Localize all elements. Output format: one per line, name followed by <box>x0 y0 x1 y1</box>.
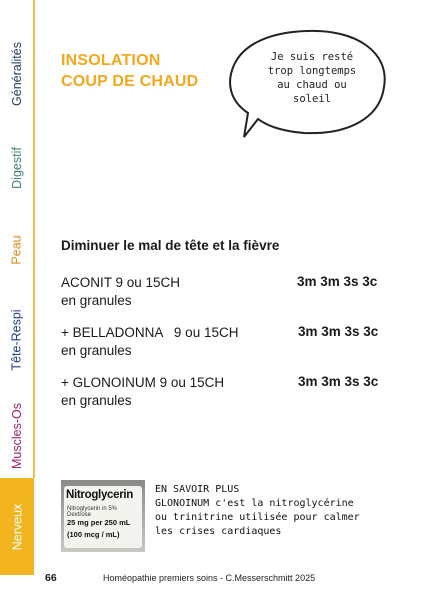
product-dose: (100 mcg / mL) <box>67 530 120 539</box>
tab-label: Nerveux <box>10 503 25 550</box>
info-line: ou trinitrine utilisée pour calmer <box>155 512 360 523</box>
sidebar-divider <box>33 0 35 478</box>
tab-generalites[interactable] <box>0 18 34 130</box>
tab-label: Muscles-Os <box>10 402 25 469</box>
product-subtext: Nitroglycerin in 5% Dextrose <box>67 506 118 518</box>
title-line-1: INSOLATION <box>61 52 161 69</box>
remedy-name: ACONIT 9 ou 15CH <box>61 275 181 290</box>
tab-tete-respi[interactable] <box>0 300 34 380</box>
bubble-line: au chaud ou <box>277 79 347 91</box>
section-subtitle: Diminuer le mal de tête et la fièvre <box>61 238 280 253</box>
bubble-line: trop longtemps <box>267 65 357 77</box>
remedy-form: en granules <box>61 393 132 408</box>
tab-label: Peau <box>9 235 24 265</box>
bubble-line: soleil <box>293 93 331 105</box>
nitroglycerin-photo <box>61 480 145 552</box>
remedy-dose: 3m 3m 3s 3c <box>298 374 379 389</box>
info-box <box>155 483 360 539</box>
info-line: GLONOINUM c'est la nitroglycérine <box>155 498 354 509</box>
remedy-dose: 3m 3m 3s 3c <box>298 324 379 339</box>
product-name: Nitroglycerin <box>66 489 134 501</box>
tab-label: Digestif <box>10 146 24 189</box>
remedy-item <box>61 324 238 360</box>
product-concentration: 25 mg per 250 mL <box>67 518 131 527</box>
speech-bubble-text <box>250 50 374 106</box>
bubble-line: Je suis resté <box>270 51 354 63</box>
page-title <box>61 50 198 92</box>
tab-muscles-os[interactable] <box>0 393 34 478</box>
section-sidebar <box>0 0 34 575</box>
product-label <box>64 486 142 548</box>
info-line: les crises cardiaques <box>155 526 282 537</box>
info-heading: EN SAVOIR PLUS <box>155 484 240 495</box>
remedy-form: en granules <box>61 293 132 308</box>
remedy-dose: 3m 3m 3s 3c <box>297 274 378 289</box>
tab-label: Généralités <box>10 42 24 106</box>
remedy-form: en granules <box>61 343 132 358</box>
tab-peau[interactable] <box>0 220 34 280</box>
page-number: 66 <box>45 572 57 584</box>
remedy-item <box>61 374 224 410</box>
title-line-2: COUP DE CHAUD <box>61 73 199 90</box>
remedy-name: + BELLADONNA 9 ou 15CH <box>61 325 239 340</box>
tab-label: Tête-Respi <box>10 309 25 371</box>
footer-credit: Homéopathie premiers soins - C.Messerschmitt 2025 <box>103 573 316 583</box>
remedy-name: + GLONOINUM 9 ou 15CH <box>61 375 225 390</box>
tab-nerveux[interactable] <box>0 478 34 575</box>
remedy-item <box>61 274 180 310</box>
tab-digestif[interactable] <box>0 130 34 205</box>
